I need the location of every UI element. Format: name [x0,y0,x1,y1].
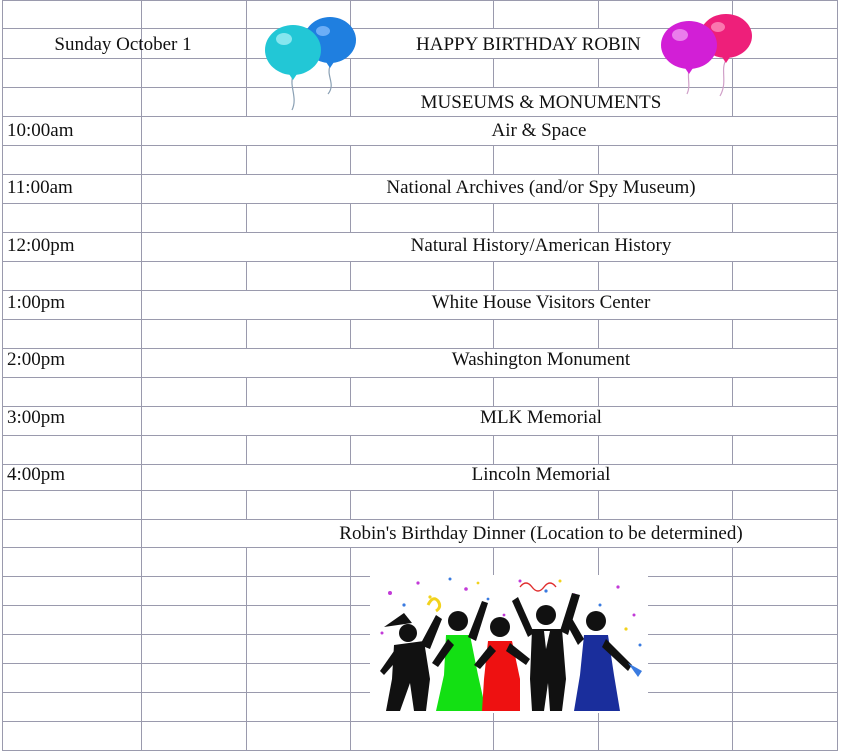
grid-cell[interactable] [247,436,351,465]
grid-cell[interactable] [142,436,247,465]
grid-cell[interactable] [733,436,838,465]
grid-cell[interactable] [599,722,733,751]
grid-cell[interactable] [142,664,247,693]
grid-cell[interactable] [142,59,247,88]
grid-cell[interactable] [733,378,838,407]
time-label: 11:00am [7,177,73,198]
activity-label: Natural History/American History [410,235,672,256]
time-label: 4:00pm [7,464,66,485]
grid-cell[interactable] [2,606,142,635]
grid-cell[interactable] [247,491,351,520]
balloons-icon [658,12,758,102]
grid-cell[interactable] [2,664,142,693]
grid-cell[interactable] [142,635,247,664]
grid-cell[interactable] [494,262,599,291]
grid-cell[interactable] [142,606,247,635]
grid-cell[interactable] [351,378,494,407]
grid-cell[interactable] [2,262,142,291]
balloons-icon [262,14,362,114]
grid-cell[interactable] [2,146,142,175]
day-label: Sunday October 1 [54,34,192,55]
grid-cell[interactable] [599,491,733,520]
grid-cell[interactable] [142,0,247,29]
grid-cell[interactable] [599,320,733,349]
activity-label: White House Visitors Center [431,292,651,313]
grid-cell[interactable] [2,378,142,407]
grid-cell[interactable] [2,0,142,29]
grid-cell[interactable] [733,722,838,751]
grid-cell[interactable] [599,378,733,407]
grid-cell[interactable] [2,320,142,349]
grid-cell[interactable] [247,320,351,349]
activity-label: Air & Space [491,120,587,141]
grid-cell[interactable] [247,635,351,664]
grid-cell[interactable] [142,378,247,407]
grid-cell[interactable] [142,146,247,175]
grid-cell[interactable] [494,59,599,88]
grid-cell[interactable] [494,320,599,349]
grid-cell[interactable] [142,320,247,349]
grid-cell[interactable] [351,722,494,751]
time-label: 3:00pm [7,407,66,428]
grid-cell[interactable] [2,436,142,465]
grid-cell[interactable] [2,693,142,722]
grid-cell[interactable] [2,548,142,577]
grid-cell[interactable] [351,59,494,88]
grid-cell[interactable] [733,635,838,664]
time-label: 2:00pm [7,349,66,370]
grid-cell[interactable] [247,693,351,722]
grid-cell[interactable] [142,204,247,233]
grid-cell[interactable] [247,722,351,751]
grid-cell[interactable] [351,320,494,349]
activity-label: National Archives (and/or Spy Museum) [386,177,696,198]
grid-cell[interactable] [733,320,838,349]
grid-cell[interactable] [142,262,247,291]
party-people-icon [370,575,648,713]
grid-cell[interactable] [142,88,247,117]
grid-cell[interactable] [599,204,733,233]
grid-cell[interactable] [2,635,142,664]
grid-cell[interactable] [247,577,351,606]
activity-label: MLK Memorial [480,407,602,428]
grid-cell[interactable] [599,548,733,577]
grid-cell[interactable] [599,436,733,465]
grid-cell[interactable] [247,664,351,693]
grid-cell[interactable] [733,491,838,520]
grid-cell[interactable] [351,262,494,291]
grid-cell[interactable] [142,548,247,577]
grid-cell[interactable] [494,548,599,577]
grid-cell[interactable] [247,378,351,407]
grid-cell[interactable] [494,722,599,751]
grid-cell[interactable] [733,664,838,693]
grid-cell[interactable] [247,262,351,291]
time-label: 12:00pm [7,235,75,256]
banner-title: HAPPY BIRTHDAY ROBIN [416,34,641,55]
grid-cell[interactable] [494,491,599,520]
grid-cell[interactable] [733,204,838,233]
grid-cell[interactable] [142,693,247,722]
grid-cell[interactable] [2,577,142,606]
grid-cell[interactable] [733,262,838,291]
grid-cell[interactable] [2,59,142,88]
grid-cell[interactable] [142,577,247,606]
grid-cell[interactable] [142,117,838,146]
grid-cell[interactable] [142,491,247,520]
grid-cell[interactable] [2,88,142,117]
grid-cell[interactable] [2,204,142,233]
grid-cell[interactable] [142,722,247,751]
grid-cell[interactable] [247,606,351,635]
grid-cell[interactable] [351,204,494,233]
dinner-label: Robin's Birthday Dinner (Location to be determined) [339,523,743,544]
activity-label: Washington Monument [451,349,631,370]
grid-cell[interactable] [599,146,733,175]
grid-cell[interactable] [494,146,599,175]
grid-cell[interactable] [599,262,733,291]
grid-cell[interactable] [247,146,351,175]
time-label: 1:00pm [7,292,66,313]
section-heading: MUSEUMS & MONUMENTS [420,92,662,113]
grid-cell[interactable] [733,548,838,577]
grid-cell[interactable] [2,520,142,548]
grid-cell[interactable] [351,0,494,29]
grid-cell[interactable] [733,693,838,722]
grid-cell[interactable] [351,491,494,520]
grid-cell[interactable] [351,146,494,175]
grid-cell[interactable] [247,548,351,577]
grid-cell[interactable] [494,204,599,233]
grid-cell[interactable] [733,577,838,606]
grid-cell[interactable] [2,491,142,520]
activity-label: Lincoln Memorial [471,464,611,485]
grid-cell[interactable] [2,722,142,751]
grid-cell[interactable] [494,0,599,29]
grid-cell[interactable] [351,436,494,465]
grid-cell[interactable] [733,606,838,635]
grid-cell[interactable] [494,378,599,407]
grid-cell[interactable] [247,204,351,233]
grid-cell[interactable] [494,436,599,465]
grid-cell[interactable] [733,146,838,175]
grid-cell[interactable] [351,548,494,577]
time-label: 10:00am [7,120,74,141]
